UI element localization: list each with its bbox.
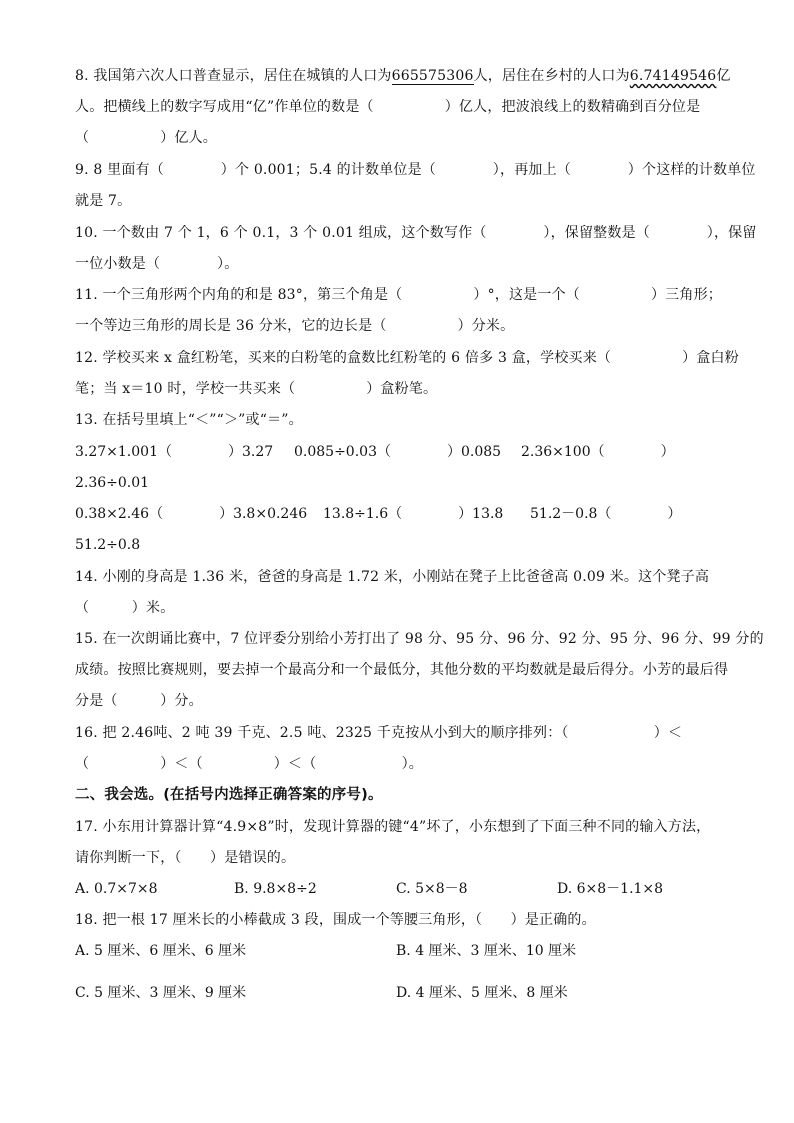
q16-line2: （ ）＜（ ）＜（ ）。 — [75, 756, 423, 772]
q15-line1: 15. 在一次朗诵比赛中，7 位评委分别给小芳打出了 98 分、95 分、96 分、92 分、95 分、96 分、99 分的 — [75, 631, 764, 647]
q17-option-c: C. 5×8－8 — [396, 881, 468, 897]
q9-line2: 就是 7。 — [75, 193, 132, 209]
q8-text-c: 亿 — [716, 68, 731, 84]
q13-row2-item2: 13.8÷1.6（ ）13.8 — [323, 506, 504, 522]
q8-line2: 人。把横线上的数字写成用“亿”作单位的数是（ ）亿人，把波浪线上的数精确到百分位是 — [75, 99, 701, 115]
q11-line1: 11. 一个三角形两个内角的和是 83°，第三个角是（ ）°，这是一个（ ）三角形； — [75, 287, 722, 303]
q8-line1 — [75, 66, 731, 86]
q9-line1: 9. 8 里面有（ ）个 0.001；5.4 的计数单位是（ ），再加上（ ）个这样的计数单位 — [75, 162, 756, 178]
q15-line3: 分是（ ）分。 — [75, 693, 203, 709]
q17-line2: 请你判断一下，（ ）是错误的。 — [75, 850, 296, 866]
q17-option-a: A. 0.7×7×8 — [75, 881, 158, 897]
q11-line2: 一个等边三角形的周长是 36 分米，它的边长是（ ）分米。 — [75, 318, 515, 334]
q17-line1: 17. 小东用计算器计算“4.9×8”时，发现计算器的键“4”坏了，小东想到了下面三种不同的输入方法， — [75, 819, 711, 835]
q13-row1-item3: 2.36×100（ ） — [521, 444, 675, 460]
q13-row1-wrap: 2.36÷0.01 — [75, 475, 150, 491]
q13-line1: 13. 在括号里填上“＜”“＞”或“＝”。 — [75, 412, 303, 428]
q17-option-d: D. 6×8－1.1×8 — [557, 881, 664, 897]
q8-text-b: 人，居住在乡村的人口为 — [473, 68, 630, 84]
q12-line2: 笔；当 x＝10 时，学校一共买来（ ）盒粉笔。 — [75, 381, 438, 397]
q18-option-d: D. 4 厘米、5 厘米、8 厘米 — [396, 985, 568, 1001]
q16-line1: 16. 把 2.46吨、2 吨 39 千克、2.5 吨、2325 千克按从小到大的顺序排列：（ ）＜ — [75, 725, 683, 741]
q8-wavy-number: 6.74149546 — [629, 68, 717, 84]
q8-underlined-number: 665575306 — [391, 68, 474, 84]
q13-row2-item1: 0.38×2.46（ ）3.8×0.246 — [75, 506, 308, 522]
q15-line2: 成绩。按照比赛规则，要去掉一个最高分和一个最低分，其他分数的平均数就是最后得分。小芳的最后得 — [75, 662, 729, 678]
q10-line2: 一位小数是（ ）。 — [75, 256, 239, 272]
q8-line3: （ ）亿人。 — [75, 130, 217, 146]
q13-row1-item1: 3.27×1.001（ ）3.27 — [75, 444, 274, 460]
q18-line1: 18. 把一根 17 厘米长的小棒截成 3 段，围成一个等腰三角形，（ ）是正确的。 — [75, 912, 596, 928]
q14-line1: 14. 小刚的身高是 1.36 米，爸爸的身高是 1.72 米，小刚站在凳子上比爸爸高 0.09 米。这个凳子高 — [75, 569, 710, 585]
section2-title: 二、我会选。(在括号内选择正确答案的序号)。 — [75, 787, 383, 803]
q10-line1: 10. 一个数由 7 个 1，6 个 0.1，3 个 0.01 组成，这个数写作（ ），保留整数是（ ），保留 — [75, 225, 757, 241]
q17-option-b: B. 9.8×8÷2 — [234, 881, 317, 897]
q12-line1: 12. 学校买来 x 盒红粉笔，买来的白粉笔的盒数比红粉笔的 6 倍多 3 盒，学校买来（ ）盒白粉 — [75, 350, 739, 366]
q18-option-c: C. 5 厘米、3 厘米、9 厘米 — [75, 985, 247, 1001]
q13-row2-wrap: 51.2÷0.8 — [75, 537, 141, 553]
q8-text-a: 8. 我国第六次人口普查显示，居住在城镇的人口为 — [75, 68, 392, 84]
q18-option-b: B. 4 厘米、3 厘米、10 厘米 — [396, 943, 577, 959]
q13-row2-item3: 51.2－0.8（ ） — [530, 506, 682, 522]
q14-line2: （ ）米。 — [75, 600, 175, 616]
q18-option-a: A. 5 厘米、6 厘米、6 厘米 — [75, 943, 247, 959]
q13-row1-item2: 0.085÷0.03（ ）0.085 — [294, 444, 502, 460]
